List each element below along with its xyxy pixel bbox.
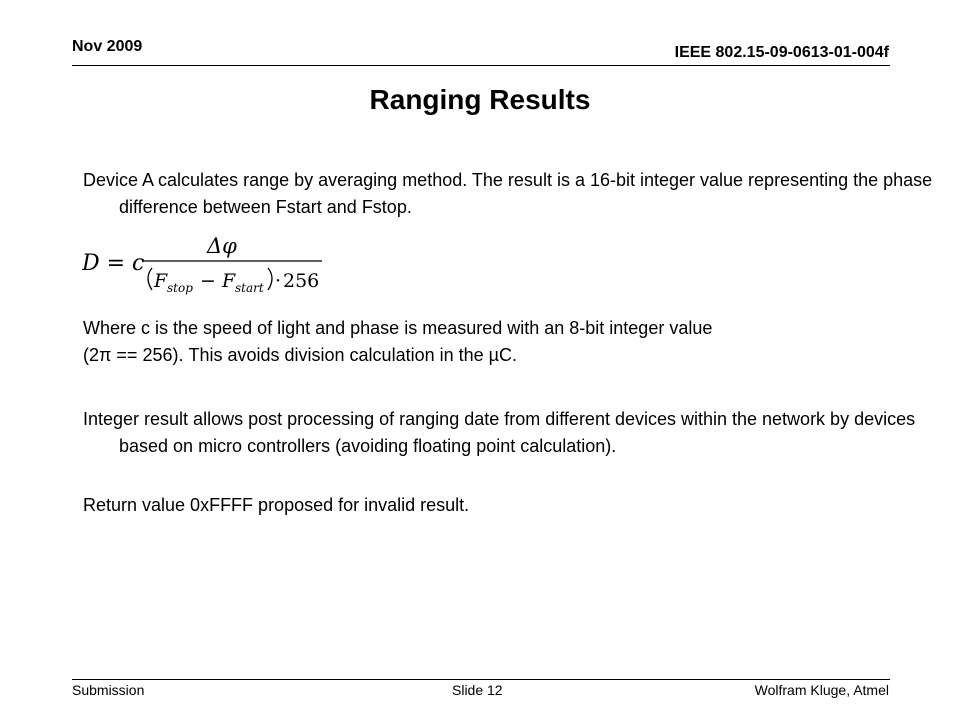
paragraph-integer-result: Integer result allows post processing of ranging date from different devices within the network by devices based on micro controllers (avoiding floating point calculation). <box>83 409 916 456</box>
header-document-id: IEEE 802.15-09-0613-01-004f <box>674 44 889 61</box>
footer-submission: Submission <box>72 682 145 698</box>
paragraph-speed-of-light-line2: (2π == 256). This avoids division calculation in the µC. <box>83 345 518 365</box>
svg-text:F: F <box>222 270 236 292</box>
svg-text:−: − <box>200 270 216 292</box>
formula-numerator: Δφ <box>207 234 237 258</box>
paren-right <box>268 268 272 290</box>
svg-text:F: F <box>154 270 168 292</box>
formula-factor: 256 <box>283 270 320 292</box>
range-formula <box>82 225 332 300</box>
header-date: Nov 2009 <box>72 38 143 55</box>
footer-author: Wolfram Kluge, Atmel <box>754 682 889 698</box>
formula-subscript-stop: stop <box>167 281 193 295</box>
footer-divider <box>72 679 890 680</box>
header-divider <box>72 65 890 66</box>
paragraph-speed-of-light <box>83 315 903 369</box>
paragraph-averaging-method: Device A calculates range by averaging method. The result is a 16-bit integer value representing the phase difference between Fstart and Fstop. <box>83 170 933 217</box>
paragraph-speed-of-light-line1: Where c is the speed of light and phase is measured with an 8-bit integer value <box>83 318 713 338</box>
formula-lhs: D = c <box>82 251 145 276</box>
footer-slide-number: Slide 12 <box>452 682 503 698</box>
slide-title: Ranging Results <box>369 84 591 115</box>
paren-left <box>148 268 152 290</box>
formula-subscript-start: start <box>235 281 264 295</box>
svg-text:·: · <box>275 270 282 292</box>
paragraph-return-value: Return value 0xFFFF proposed for invalid result. <box>83 495 470 515</box>
